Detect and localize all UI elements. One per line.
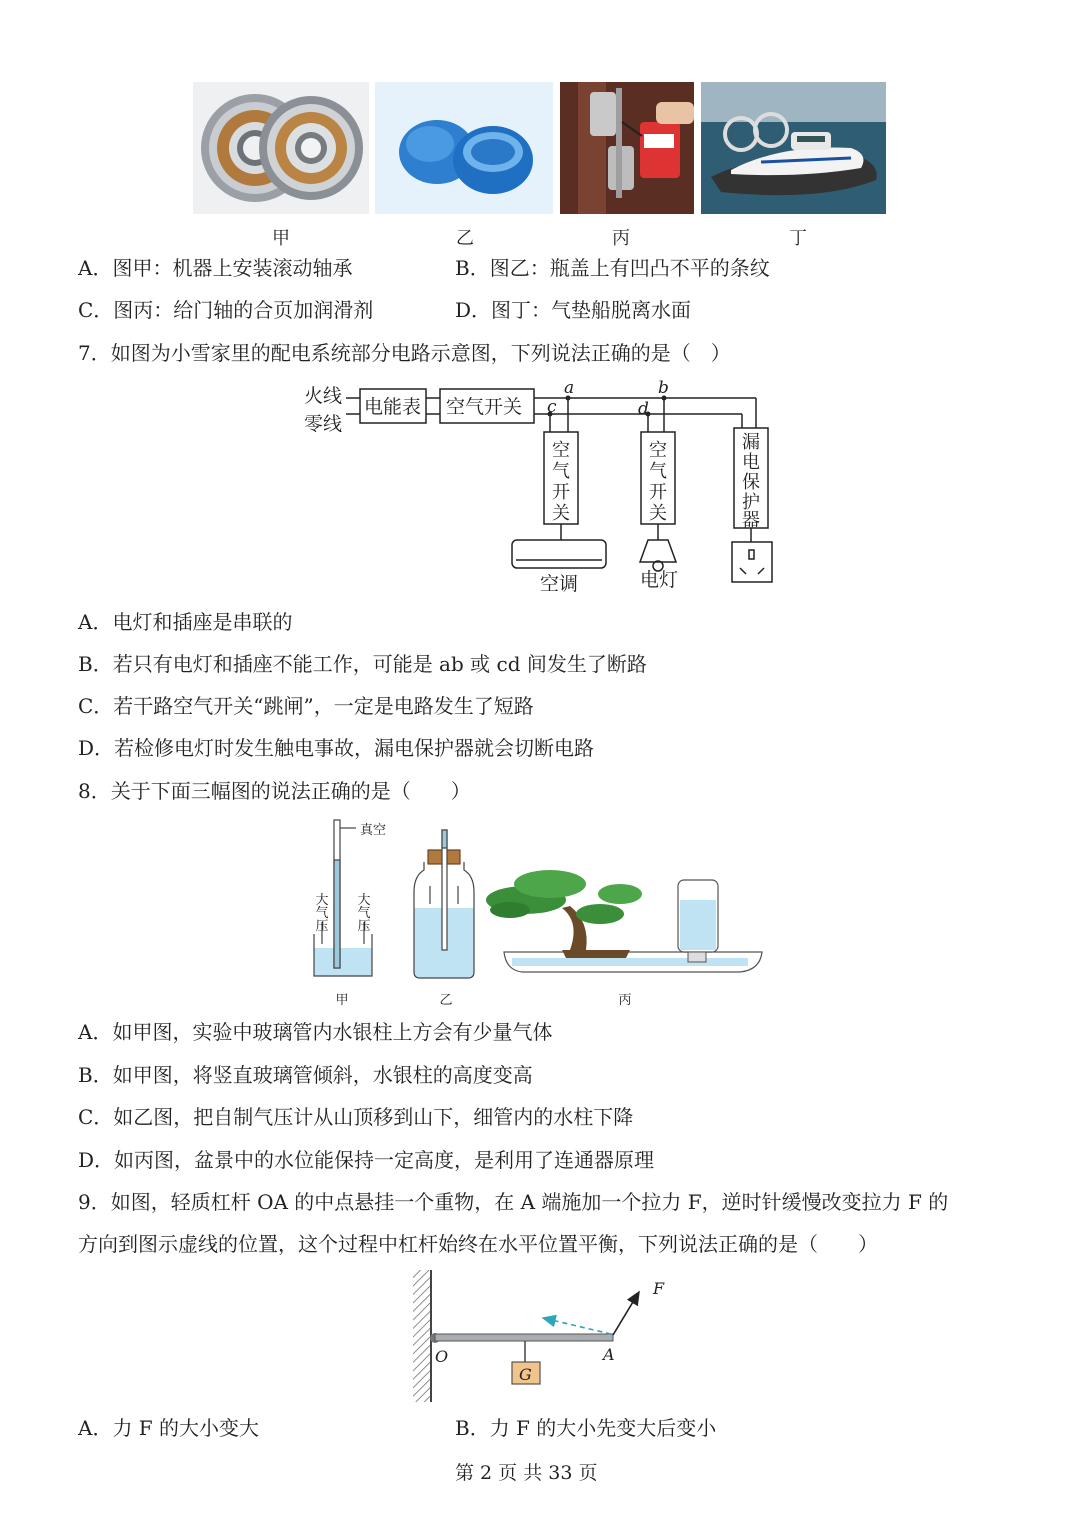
pressure-right-1: 大 bbox=[357, 893, 371, 908]
q9-lever-diagram bbox=[405, 1268, 675, 1404]
q8-option-c: C．如乙图，把自制气压计从山顶移到山下，细管内的水柱下降 bbox=[78, 1105, 634, 1129]
branch3-char-3: 保 bbox=[742, 472, 760, 493]
branch1-char-3: 开 bbox=[552, 482, 570, 503]
pressure-right-3: 压 bbox=[357, 919, 371, 934]
branch1-char-4: 关 bbox=[552, 503, 570, 524]
label-live-wire: 火线 bbox=[304, 385, 343, 407]
q9-option-a: A．力 F 的大小变大 bbox=[78, 1416, 260, 1440]
q7-stem: 7．如图为小雪家里的配电系统部分电路示意图，下列说法正确的是（ ） bbox=[78, 341, 731, 365]
label-g: G bbox=[519, 1365, 532, 1384]
label-f: F bbox=[653, 1279, 665, 1298]
q9-option-b: B．力 F 的大小先变大后变小 bbox=[455, 1416, 717, 1440]
lamp-shape bbox=[640, 540, 676, 562]
photo-door-hinge bbox=[560, 82, 694, 214]
label-meter: 电能表 bbox=[364, 396, 422, 418]
photo-bearing bbox=[193, 82, 369, 214]
q8-pressure-diagrams bbox=[300, 812, 770, 1012]
branch1-char-1: 空 bbox=[552, 440, 570, 461]
q8-caption-yi: 乙 bbox=[439, 993, 453, 1008]
point-d: d bbox=[638, 399, 649, 419]
label-neutral-wire: 零线 bbox=[304, 413, 343, 435]
q6-option-c: C．图丙：给门轴的合页加润滑剂 bbox=[78, 298, 374, 322]
air-conditioner-shape bbox=[512, 540, 606, 568]
q9-stem-line1: 9．如图，轻质杠杆 OA 的中点悬挂一个重物，在 A 端施加一个拉力 F，逆时针缓慢改变拉力 F 的 bbox=[78, 1190, 949, 1214]
force-arrow bbox=[613, 1292, 639, 1335]
point-b: b bbox=[658, 378, 669, 398]
q8-caption-jia: 甲 bbox=[335, 993, 349, 1008]
branch2-char-2: 气 bbox=[649, 461, 667, 482]
caption-ding: 丁 bbox=[789, 228, 807, 249]
caption-bing: 丙 bbox=[612, 228, 630, 249]
q7-option-a: A．电灯和插座是串联的 bbox=[78, 610, 293, 634]
q8-option-b: B．如甲图，将竖直玻璃管倾斜，水银柱的高度变高 bbox=[78, 1063, 533, 1087]
branch2-char-1: 空 bbox=[649, 440, 667, 461]
q7-option-c: C．若干路空气开关“跳闸”，一定是电路发生了短路 bbox=[78, 694, 534, 718]
label-a: A bbox=[603, 1345, 615, 1364]
branch2-char-4: 关 bbox=[649, 503, 667, 524]
branch3-char-5: 器 bbox=[742, 510, 760, 531]
q9-stem-line2: 方向到图示虚线的位置，这个过程中杠杆始终在水平位置平衡，下列说法正确的是（ ） bbox=[78, 1232, 878, 1256]
q6-option-a: A．图甲：机器上安装滚动轴承 bbox=[78, 256, 353, 280]
label-o: O bbox=[435, 1347, 449, 1366]
label-vacuum: 真空 bbox=[360, 823, 387, 838]
label-lamp: 电灯 bbox=[640, 569, 679, 591]
pressure-right-2: 气 bbox=[357, 906, 371, 921]
q8-option-d: D．如丙图，盆景中的水位能保持一定高度，是利用了连通器原理 bbox=[78, 1148, 655, 1172]
q6-option-d: D．图丁：气垫船脱离水面 bbox=[455, 298, 692, 322]
q7-option-d: D．若检修电灯时发生触电事故，漏电保护器就会切断电路 bbox=[78, 736, 595, 760]
wall bbox=[413, 1270, 431, 1402]
socket-shape bbox=[732, 542, 772, 582]
pressure-left-3: 压 bbox=[315, 919, 329, 934]
branch3-char-2: 电 bbox=[742, 452, 760, 473]
lever-bar bbox=[435, 1334, 613, 1341]
q6-option-b: B．图乙：瓶盖上有凹凸不平的条纹 bbox=[455, 256, 770, 280]
q7-option-b: B．若只有电灯和插座不能工作，可能是 ab 或 cd 间发生了断路 bbox=[78, 652, 647, 676]
label-ac: 空调 bbox=[540, 573, 579, 595]
branch1-char-2: 气 bbox=[552, 461, 570, 482]
branch3-char-1: 漏 bbox=[742, 432, 760, 453]
branch3-char-4: 护 bbox=[742, 492, 760, 513]
caption-jia: 甲 bbox=[272, 228, 290, 249]
q7-circuit-diagram bbox=[300, 378, 790, 598]
pressure-left-2: 气 bbox=[315, 906, 329, 921]
page-footer: 第 2 页 共 33 页 bbox=[455, 1462, 598, 1484]
q8-caption-bing: 丙 bbox=[618, 993, 632, 1008]
photo-hovercraft bbox=[701, 82, 886, 214]
point-c: c bbox=[547, 397, 557, 417]
q8-option-a: A．如甲图，实验中玻璃管内水银柱上方会有少量气体 bbox=[78, 1020, 553, 1044]
label-main-switch: 空气开关 bbox=[446, 396, 523, 418]
pressure-left-1: 大 bbox=[315, 893, 329, 908]
caption-yi: 乙 bbox=[456, 228, 474, 249]
point-a: a bbox=[564, 378, 575, 398]
dashed-force-arrow bbox=[543, 1318, 611, 1334]
q8-stem: 8．关于下面三幅图的说法正确的是（ ） bbox=[78, 779, 471, 803]
branch2-char-3: 开 bbox=[649, 482, 667, 503]
photo-bottle-cap bbox=[375, 82, 553, 214]
